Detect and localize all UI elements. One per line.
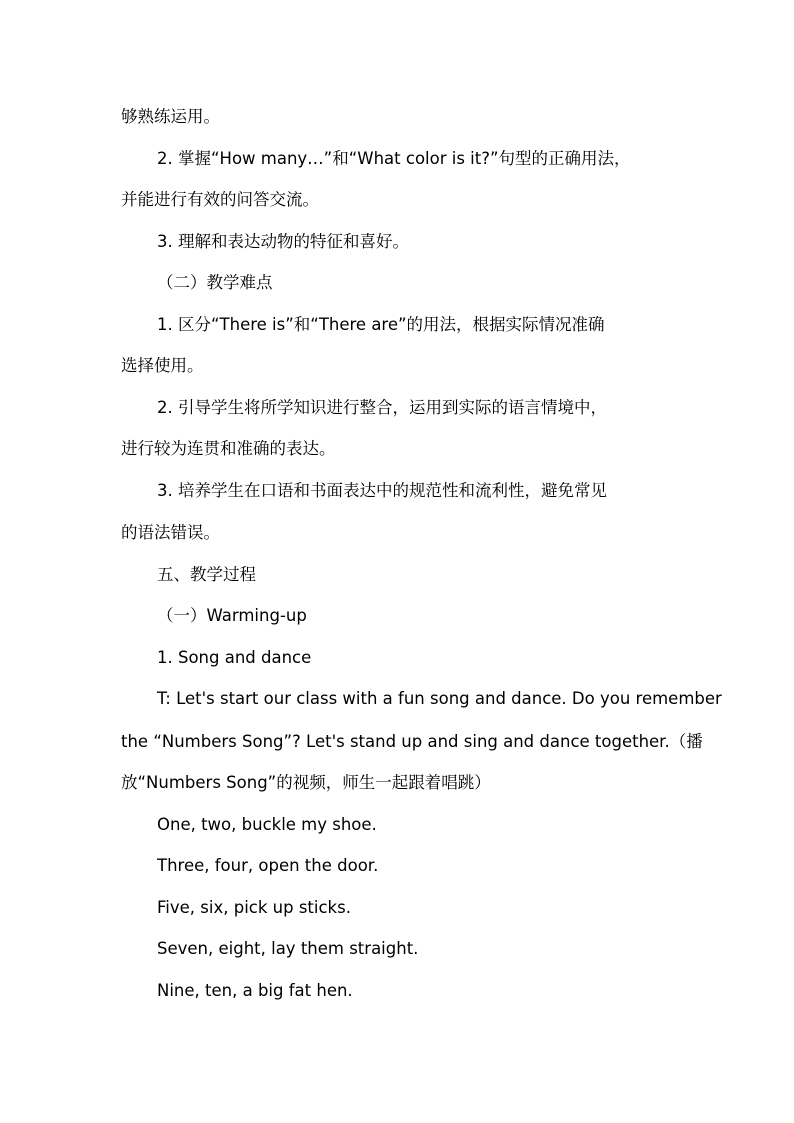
paragraph-line: 并能进行有效的问答交流。 [121,190,319,209]
paragraph-line: 进行较为连贯和准确的表达。 [121,439,336,458]
paragraph-line: 放“Numbers Song”的视频，师生一起跟着唱跳） [121,773,491,792]
paragraph-line: 的语法错误。 [121,523,220,542]
section-heading: （二）教学难点 [157,273,273,292]
song-lyric-line: Five, six, pick up sticks. [157,898,351,917]
paragraph-line: 2. 引导学生将所学知识进行整合，运用到实际的语言情境中， [157,398,607,417]
song-lyric-line: Three, four, open the door. [157,856,379,875]
paragraph-line: 够熟练运用。 [121,107,220,126]
song-lyric-line: One, two, buckle my shoe. [157,815,377,834]
paragraph-line: 选择使用。 [121,356,204,375]
paragraph-line: 3. 培养学生在口语和书面表达中的规范性和流利性，避免常见 [157,481,607,500]
paragraph-line: 1. 区分“There is”和“There are”的用法，根据实际情况准确 [157,315,605,334]
song-lyric-line: Seven, eight, lay them straight. [157,939,419,958]
song-lyric-line: Nine, ten, a big fat hen. [157,981,353,1000]
paragraph-line: T: Let's start our class with a fun song and dance. Do you remember [157,689,722,708]
paragraph-line: the “Numbers Song”? Let's stand up and sing and dance together.（播 [121,732,703,751]
subsection-heading: （一）Warming-up [157,606,307,625]
paragraph-line: 2. 掌握“How many…”和“What color is it?”句型的正确用法， [157,149,631,168]
item-heading: 1. Song and dance [157,648,312,667]
paragraph-line: 3. 理解和表达动物的特征和喜好。 [157,232,409,251]
section-heading: 五、教学过程 [157,565,256,584]
